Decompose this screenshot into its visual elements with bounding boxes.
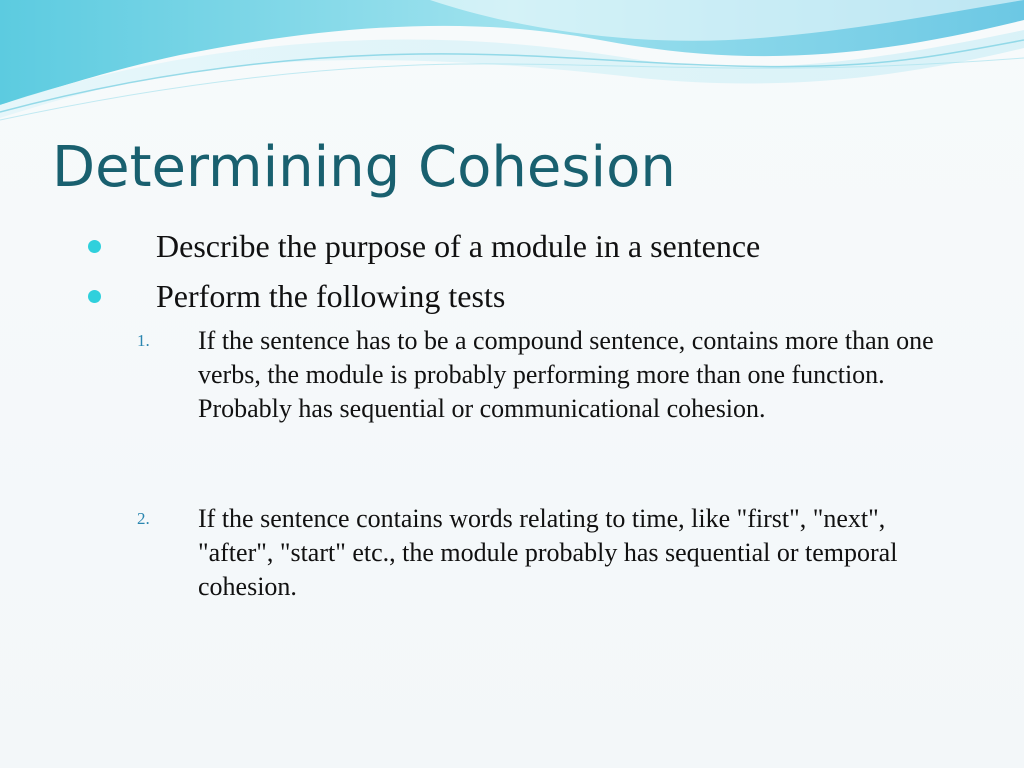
- slide-title: Determining Cohesion: [52, 135, 676, 200]
- bullet-dot-icon: [88, 240, 101, 253]
- bullet-dot-icon: [88, 290, 101, 303]
- bullet-text: Describe the purpose of a module in a sentence: [156, 228, 761, 264]
- item-text: If the sentence has to be a compound sentence, contains more than one verbs, the module is probably performing more than one function. Probably has sequential or communicational cohesion.: [198, 326, 934, 423]
- bullet-text: Perform the following tests: [156, 278, 506, 314]
- item-text: If the sentence contains words relating to time, like "first", "next", "after", "start" etc., the module probably has sequential or temporal cohesion.: [198, 504, 898, 601]
- item-number: 1.: [137, 331, 150, 350]
- decorative-wave-header: [0, 0, 1024, 130]
- item-number: 2.: [137, 509, 150, 528]
